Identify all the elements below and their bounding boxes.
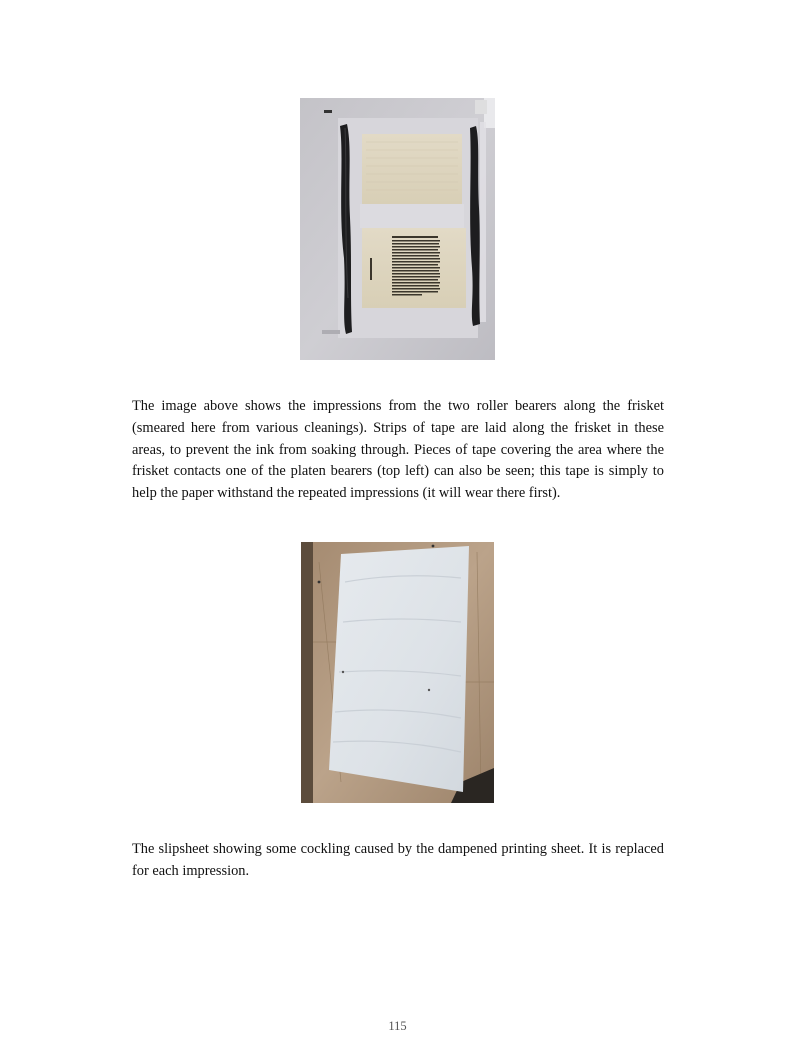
slipsheet-photo — [301, 542, 494, 803]
caption-paragraph-slipsheet: The slipsheet showing some cockling caused by the dampened printing sheet. It is replaced for each impression. — [132, 841, 664, 879]
frisket-photo-icon — [300, 98, 495, 360]
caption-paragraph-frisket: The image above shows the impressions from the two roller bearers along the frisket (smeared here from various cleanings). Strips of tape are laid along the frisket in these areas, to prevent the ink from soaking through. Pieces of tape covering the area where the frisket contacts one of the platen bearers (top left) can also be seen; this tape is simply to help the paper withstand the repeated impressions (it will wear there first). — [132, 398, 664, 502]
page-number: 115 — [388, 1019, 407, 1033]
slipsheet-photo-icon — [301, 542, 494, 803]
frisket-photo — [300, 98, 495, 360]
